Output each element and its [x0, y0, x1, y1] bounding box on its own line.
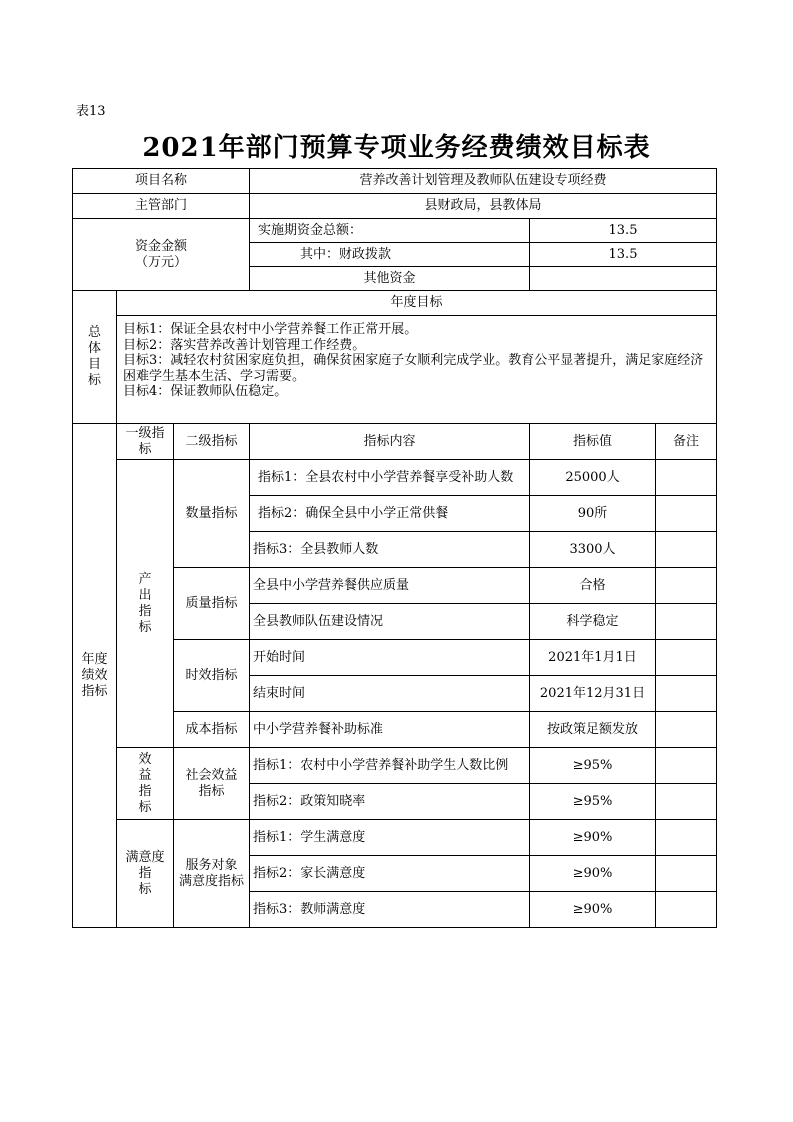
- indicator-value: 90所: [530, 496, 656, 532]
- indicator-content: 指标3：全县教师人数: [250, 532, 530, 568]
- social-benefit-label-line2: 指标: [198, 783, 225, 799]
- annual-goal-header: 年度目标: [117, 291, 717, 316]
- indicator-value: ≥95%: [530, 784, 656, 820]
- funds-fiscal-value: 13.5: [530, 243, 717, 267]
- output-label-char: 标: [138, 619, 152, 635]
- annual-performance-label-line: 年度: [81, 651, 108, 667]
- indicator-value: 合格: [530, 568, 656, 604]
- table-row: [73, 748, 717, 784]
- indicator-value: 2021年12月31日: [530, 676, 656, 712]
- output-label-char: 产: [138, 571, 152, 587]
- indicator-note: [656, 784, 717, 820]
- cost-indicator-label: 成本指标: [174, 712, 250, 748]
- overall-goals-header-row: [73, 291, 717, 316]
- funds-total-label: 实施期资金总额：: [250, 219, 530, 243]
- indicator-content: 指标3：教师满意度: [250, 892, 530, 928]
- indicator-value: ≥95%: [530, 748, 656, 784]
- indicator-value: ≥90%: [530, 820, 656, 856]
- table-number: 表13: [76, 104, 106, 119]
- indicator-note: [656, 532, 717, 568]
- indicator-content: 全县中小学营养餐供应质量: [250, 568, 530, 604]
- indicator-content: 开始时间: [250, 640, 530, 676]
- timeliness-indicator-label: 时效指标: [174, 640, 250, 712]
- indicator-note: [656, 460, 717, 496]
- header-content: 指标内容: [250, 424, 530, 460]
- indicator-content: 全县教师队伍建设情况: [250, 604, 530, 640]
- indicator-value: 3300人: [530, 532, 656, 568]
- header-level1: 一级指标: [117, 424, 174, 460]
- social-benefit-indicator-label: [174, 748, 250, 820]
- quality-indicator-label: 质量指标: [174, 568, 250, 640]
- benefit-label-char: 效: [138, 751, 152, 767]
- indicator-note: [656, 892, 717, 928]
- satisfaction-label-line1: 满意度指: [125, 849, 165, 881]
- indicator-value: ≥90%: [530, 856, 656, 892]
- indicator-content: 指标1：全县农村中小学营养餐享受补助人数: [250, 460, 530, 496]
- department-label: 主管部门: [73, 194, 250, 219]
- goal-item: 目标3：减轻农村贫困家庭负担，确保贫困家庭子女顺利完成学业。教育公平显著提升，满足家庭经济困难学生基本生活、学习需要。: [123, 353, 704, 384]
- indicator-value: 按政策足额发放: [530, 712, 656, 748]
- header-level2: 二级指标: [174, 424, 250, 460]
- funds-fiscal-label: 其中：财政拨款: [250, 243, 530, 267]
- funds-label-line2: （万元）: [134, 254, 187, 270]
- indicator-note: [656, 748, 717, 784]
- indicator-content: 中小学营养餐补助标准: [250, 712, 530, 748]
- project-name-label: 项目名称: [73, 169, 250, 194]
- funds-total-value: 13.5: [530, 219, 717, 243]
- indicator-value: 科学稳定: [530, 604, 656, 640]
- indicator-content: 指标1：农村中小学营养餐补助学生人数比例: [250, 748, 530, 784]
- indicator-header-row: [73, 424, 717, 460]
- page-title: 2021年部门预算专项业务经费绩效目标表: [142, 133, 651, 163]
- overall-label-char: 体: [87, 341, 101, 356]
- indicator-note: [656, 568, 717, 604]
- quantity-indicator-label: 数量指标: [174, 460, 250, 568]
- department-value: 县财政局，县教体局: [250, 194, 717, 219]
- satisfaction-label-line2: 标: [138, 881, 152, 897]
- indicator-value: 2021年1月1日: [530, 640, 656, 676]
- overall-label-char: 目: [87, 357, 101, 372]
- benefit-label-char: 益: [138, 767, 152, 783]
- indicator-note: [656, 640, 717, 676]
- indicator-note: [656, 856, 717, 892]
- indicator-content: 指标2：政策知晓率: [250, 784, 530, 820]
- project-row: [73, 169, 717, 194]
- annual-goals-text: [117, 316, 717, 424]
- indicator-note: [656, 712, 717, 748]
- overall-goals-label: [73, 291, 117, 424]
- indicator-content: 指标1：学生满意度: [250, 820, 530, 856]
- indicator-note: [656, 676, 717, 712]
- indicator-content: 指标2：家长满意度: [250, 856, 530, 892]
- output-label-char: 出: [138, 587, 152, 603]
- satisfaction-indicator-label: [117, 820, 174, 928]
- indicator-note: [656, 820, 717, 856]
- benefit-indicator-label: [117, 748, 174, 820]
- indicator-content: 指标2：确保全县中小学正常供餐: [250, 496, 530, 532]
- performance-target-table: [72, 168, 717, 928]
- funds-label: [73, 219, 250, 291]
- project-name-value: 营养改善计划管理及教师队伍建设专项经费: [250, 169, 717, 194]
- service-satisfaction-label-line1: 服务对象: [185, 857, 238, 873]
- benefit-label-char: 指: [138, 783, 152, 799]
- overall-label-char: 总: [87, 325, 101, 340]
- indicator-note: [656, 604, 717, 640]
- social-benefit-label-line1: 社会效益: [185, 767, 238, 783]
- goal-item: 目标1：保证全县农村中小学营养餐工作正常开展。: [123, 322, 418, 337]
- header-value: 指标值: [530, 424, 656, 460]
- output-label-char: 指: [138, 603, 152, 619]
- funds-other-value: [530, 267, 717, 291]
- header-note: 备注: [656, 424, 717, 460]
- goal-item: 目标2：落实营养改善计划管理工作经费。: [123, 337, 366, 353]
- indicator-content: 结束时间: [250, 676, 530, 712]
- overall-label-char: 标: [87, 373, 101, 388]
- goal-item: 目标4：保证教师队伍稳定。: [123, 384, 288, 399]
- output-indicator-label: [117, 460, 174, 748]
- overall-goals-row: [73, 316, 717, 424]
- annual-performance-label: [73, 424, 117, 928]
- department-row: [73, 194, 717, 219]
- annual-performance-label-line: 指标: [81, 683, 108, 699]
- table-row: [73, 460, 717, 496]
- table-row: [73, 820, 717, 856]
- funds-label-line1: 资金金额: [134, 238, 187, 254]
- indicator-value: 25000人: [530, 460, 656, 496]
- indicator-value: ≥90%: [530, 892, 656, 928]
- funds-row-total: [73, 219, 717, 243]
- benefit-label-char: 标: [138, 799, 152, 815]
- service-satisfaction-indicator-label: [174, 820, 250, 928]
- annual-performance-label-line: 绩效: [81, 667, 108, 683]
- service-satisfaction-label-line2: 满意度指标: [178, 873, 244, 889]
- funds-other-label: 其他资金: [250, 267, 530, 291]
- indicator-note: [656, 496, 717, 532]
